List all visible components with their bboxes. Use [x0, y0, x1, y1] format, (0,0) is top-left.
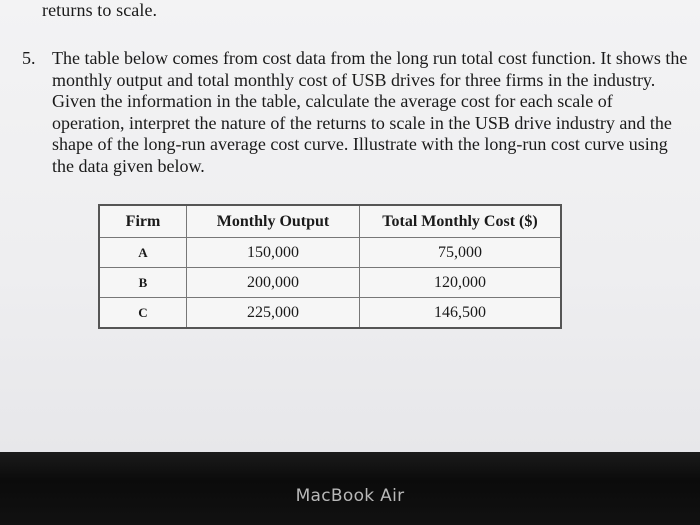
header-total-monthly-cost: Total Monthly Cost ($) — [360, 205, 562, 238]
cell-firm: C — [99, 298, 187, 329]
cell-monthly-output: 200,000 — [187, 268, 360, 298]
table-row — [99, 268, 561, 298]
header-firm: Firm — [99, 205, 187, 238]
cost-table — [98, 204, 562, 329]
header-monthly-output: Monthly Output — [187, 205, 360, 238]
question-number: 5. — [22, 48, 36, 68]
cell-monthly-output: 150,000 — [187, 238, 360, 268]
table-row — [99, 238, 561, 268]
question-5 — [22, 48, 690, 177]
cell-firm: B — [99, 268, 187, 298]
bezel-brand-label: MacBook Air — [295, 486, 405, 506]
cell-monthly-output: 225,000 — [187, 298, 360, 329]
cell-firm: A — [99, 238, 187, 268]
previous-question-tail: returns to scale. — [42, 0, 158, 20]
table-row — [99, 298, 561, 329]
cell-total-cost: 75,000 — [360, 238, 562, 268]
cell-total-cost: 120,000 — [360, 268, 562, 298]
table-header-row — [99, 205, 561, 238]
cell-total-cost: 146,500 — [360, 298, 562, 329]
question-text: The table below comes from cost data from the long run total cost function. It shows the monthly output and total monthly cost of USB drives for three firms in the industry. Given the information in the table, calculate the average cost for each scale of operation, interpret the nature of the returns to scale in the USB drive industry and the shape of the long-run average cost curve. Illustrate with the long-run cost curve using the data given below. — [52, 48, 688, 176]
